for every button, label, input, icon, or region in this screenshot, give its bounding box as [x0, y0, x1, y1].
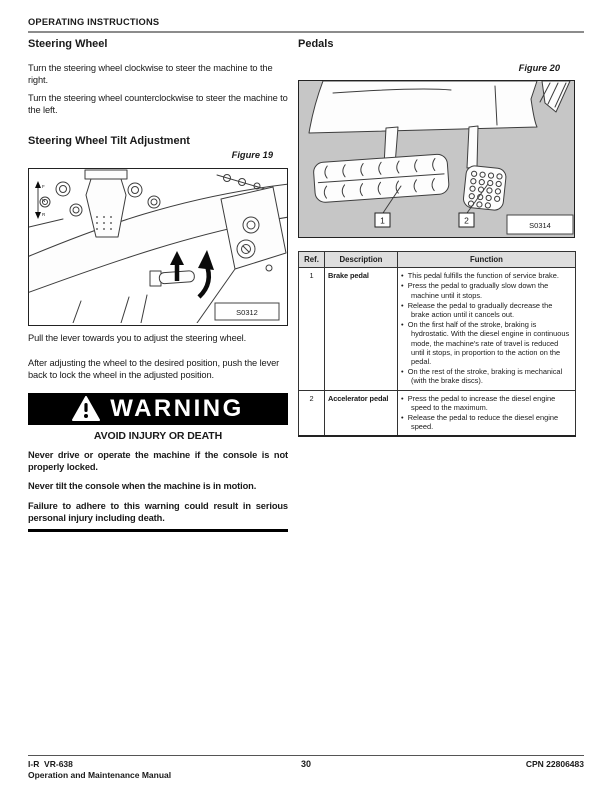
row1-description: Brake pedal [325, 268, 398, 390]
pedals-heading: Pedals [298, 38, 334, 50]
running-header: OPERATING INSTRUCTIONS [28, 17, 160, 27]
warning-para-3: Failure to adhere to this warning could result in serious personal injury including death. [28, 500, 288, 523]
figure-20-image [298, 80, 575, 238]
row2-description: Accelerator pedal [325, 390, 398, 436]
table-row [299, 390, 576, 436]
steering-wheel-heading: Steering Wheel [28, 38, 108, 50]
col-header-function: Function [398, 252, 576, 268]
left-column [28, 38, 288, 532]
col-header-ref: Ref. [299, 252, 325, 268]
warning-banner [28, 393, 288, 425]
ref-label-2 [459, 213, 474, 227]
ref-label-1 [375, 213, 390, 227]
table-row [299, 268, 576, 390]
svg-text:1: 1 [380, 215, 385, 226]
tilt-lever [150, 271, 195, 286]
steering-column [86, 179, 126, 237]
tilt-adjustment-heading: Steering Wheel Tilt Adjustment [28, 135, 190, 148]
figure-19-image [28, 168, 288, 326]
warning-subtitle: AVOID INJURY OR DEATH [93, 430, 223, 443]
warning-triangle-icon [72, 396, 100, 422]
steering-para-2: Turn the steering wheel counterclockwise to steer the machine to the left. [28, 93, 288, 115]
svg-text:F: F [42, 184, 45, 190]
row2-function [398, 390, 576, 436]
footer-rule [28, 755, 584, 756]
warning-para-1: Never drive or operate the machine if the console is not properly locked. [28, 450, 288, 472]
steering-para-1: Turn the steering wheel clockwise to steer the machine to the right. [28, 63, 273, 85]
header-rule [28, 31, 584, 33]
function-bullet: • This pedal fulfills the function of service brake. [401, 271, 572, 280]
figure-20-caption: Figure 20 [518, 63, 560, 73]
right-column [298, 38, 575, 437]
figure-19-code-box [215, 303, 279, 320]
svg-text:R: R [42, 212, 46, 218]
warning-title: WARNING [110, 395, 244, 423]
function-bullet: • Press the pedal to gradually slow down the machine until it stops. [401, 281, 572, 299]
tilt-para-1: Pull the lever towards you to adjust the steering wheel. [28, 333, 247, 344]
function-bullet: • On the rest of the stroke, braking is mechanical (with the brake discs). [401, 367, 572, 385]
function-bullet: • Press the pedal to increase the diesel engine speed to the maximum. [401, 394, 572, 412]
row1-function [398, 268, 576, 390]
function-bullet: • On the first half of the stroke, braking is hydrostatic. With the diesel engine in continuous mode, the machine's rate of travel is reduced until it stops, in proportion to the action on the pedal. [401, 320, 572, 366]
figure-19-caption: Figure 19 [231, 150, 273, 161]
function-bullet: • Release the pedal to reduce the diesel engine speed. [401, 413, 572, 431]
pedals-drawing [299, 81, 574, 235]
footer-cpn: CPN 22806483 [525, 759, 584, 769]
function-bullet: • Release the pedal to gradually decrease the brake action until it cancels out. [401, 301, 572, 319]
col-header-description: Description [325, 252, 398, 268]
column-bracket [85, 170, 127, 179]
footer-model: I-R VR-638 [28, 759, 73, 769]
screw-cluster [217, 175, 265, 190]
accelerator-pedal-stem [467, 126, 478, 168]
figure-20-code-box [507, 215, 573, 234]
table-header-row [299, 252, 576, 268]
page-number: 30 [300, 759, 311, 769]
warning-bottom-rule [28, 529, 288, 532]
svg-text:2: 2 [464, 215, 469, 226]
warning-para-2: Never tilt the console when the machine is in motion. [28, 481, 257, 492]
svg-text:S0312: S0312 [236, 308, 258, 318]
tilt-para-2: After adjusting the wheel to the desired position, push the lever back to lock the wheel in the adjusted position. [28, 357, 280, 380]
svg-text:S0314: S0314 [529, 221, 551, 230]
footer-manual-title: Operation and Maintenance Manual [28, 770, 172, 780]
steering-wheel-drawing [29, 169, 287, 323]
svg-text:N: N [42, 198, 46, 204]
row2-ref: 2 [299, 390, 325, 436]
row1-ref: 1 [299, 268, 325, 390]
pedal-function-table [298, 251, 576, 437]
